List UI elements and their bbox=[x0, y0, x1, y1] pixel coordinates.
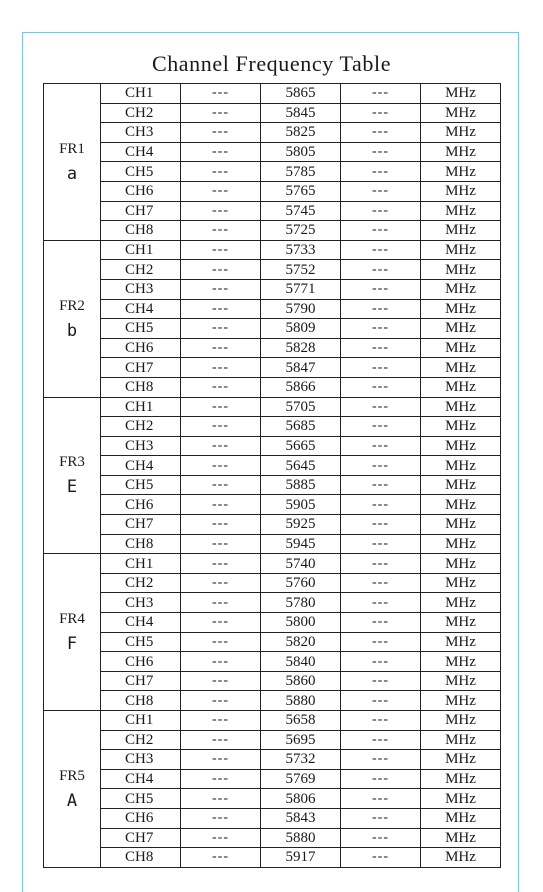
channel-cell: CH7 bbox=[101, 358, 181, 378]
table-row bbox=[44, 573, 501, 593]
unit-cell: MHz bbox=[421, 319, 501, 339]
frequency-cell: 5845 bbox=[261, 103, 341, 123]
frequency-cell: 5847 bbox=[261, 358, 341, 378]
dash-cell: --- bbox=[341, 201, 421, 221]
unit-cell: MHz bbox=[421, 593, 501, 613]
band-group-cell bbox=[44, 554, 101, 711]
band-display-code: b bbox=[66, 320, 78, 341]
dash-cell: --- bbox=[341, 475, 421, 495]
table-row bbox=[44, 495, 501, 515]
channel-cell: CH4 bbox=[101, 299, 181, 319]
band-group-cell bbox=[44, 397, 101, 554]
table-row bbox=[44, 632, 501, 652]
channel-cell: CH1 bbox=[101, 554, 181, 574]
channel-cell: CH1 bbox=[101, 240, 181, 260]
frequency-cell: 5658 bbox=[261, 711, 341, 731]
unit-cell: MHz bbox=[421, 828, 501, 848]
dash-cell: --- bbox=[181, 848, 261, 868]
unit-cell: MHz bbox=[421, 436, 501, 456]
frequency-cell: 5695 bbox=[261, 730, 341, 750]
channel-cell: CH1 bbox=[101, 397, 181, 417]
dash-cell: --- bbox=[181, 417, 261, 437]
dash-cell: --- bbox=[341, 515, 421, 535]
dash-cell: --- bbox=[341, 671, 421, 691]
unit-cell: MHz bbox=[421, 730, 501, 750]
dash-cell: --- bbox=[341, 573, 421, 593]
unit-cell: MHz bbox=[421, 338, 501, 358]
dash-cell: --- bbox=[341, 436, 421, 456]
dash-cell: --- bbox=[341, 299, 421, 319]
table-row bbox=[44, 554, 501, 574]
dash-cell: --- bbox=[341, 377, 421, 397]
table-row bbox=[44, 652, 501, 672]
dash-cell: --- bbox=[341, 495, 421, 515]
table-row bbox=[44, 456, 501, 476]
channel-cell: CH6 bbox=[101, 808, 181, 828]
dash-cell: --- bbox=[341, 769, 421, 789]
channel-cell: CH2 bbox=[101, 417, 181, 437]
unit-cell: MHz bbox=[421, 573, 501, 593]
unit-cell: MHz bbox=[421, 84, 501, 104]
dash-cell: --- bbox=[181, 475, 261, 495]
channel-cell: CH4 bbox=[101, 456, 181, 476]
table-row bbox=[44, 789, 501, 809]
frequency-cell: 5780 bbox=[261, 593, 341, 613]
unit-cell: MHz bbox=[421, 358, 501, 378]
frequency-cell: 5765 bbox=[261, 181, 341, 201]
dash-cell: --- bbox=[341, 260, 421, 280]
dash-cell: --- bbox=[181, 436, 261, 456]
frequency-cell: 5740 bbox=[261, 554, 341, 574]
dash-cell: --- bbox=[181, 377, 261, 397]
channel-cell: CH8 bbox=[101, 377, 181, 397]
channel-cell: CH4 bbox=[101, 613, 181, 633]
unit-cell: MHz bbox=[421, 652, 501, 672]
dash-cell: --- bbox=[181, 711, 261, 731]
dash-cell: --- bbox=[181, 632, 261, 652]
dash-cell: --- bbox=[341, 828, 421, 848]
frequency-cell: 5885 bbox=[261, 475, 341, 495]
frequency-cell: 5645 bbox=[261, 456, 341, 476]
dash-cell: --- bbox=[341, 123, 421, 143]
frequency-cell: 5825 bbox=[261, 123, 341, 143]
frequency-cell: 5865 bbox=[261, 84, 341, 104]
dash-cell: --- bbox=[181, 613, 261, 633]
unit-cell: MHz bbox=[421, 808, 501, 828]
channel-cell: CH2 bbox=[101, 103, 181, 123]
dash-cell: --- bbox=[341, 84, 421, 104]
channel-cell: CH5 bbox=[101, 789, 181, 809]
dash-cell: --- bbox=[341, 730, 421, 750]
dash-cell: --- bbox=[341, 613, 421, 633]
channel-cell: CH5 bbox=[101, 632, 181, 652]
channel-cell: CH3 bbox=[101, 123, 181, 143]
dash-cell: --- bbox=[341, 789, 421, 809]
frequency-cell: 5685 bbox=[261, 417, 341, 437]
dash-cell: --- bbox=[181, 221, 261, 241]
unit-cell: MHz bbox=[421, 711, 501, 731]
dash-cell: --- bbox=[181, 162, 261, 182]
frequency-cell: 5880 bbox=[261, 828, 341, 848]
dash-cell: --- bbox=[341, 593, 421, 613]
dash-cell: --- bbox=[181, 808, 261, 828]
table-row bbox=[44, 162, 501, 182]
channel-cell: CH4 bbox=[101, 142, 181, 162]
channel-cell: CH3 bbox=[101, 593, 181, 613]
unit-cell: MHz bbox=[421, 750, 501, 770]
channel-cell: CH6 bbox=[101, 652, 181, 672]
unit-cell: MHz bbox=[421, 221, 501, 241]
table-row bbox=[44, 103, 501, 123]
channel-cell: CH8 bbox=[101, 848, 181, 868]
channel-cell: CH7 bbox=[101, 201, 181, 221]
frequency-cell: 5880 bbox=[261, 691, 341, 711]
table-row bbox=[44, 848, 501, 868]
frequency-cell: 5790 bbox=[261, 299, 341, 319]
table-row bbox=[44, 828, 501, 848]
table-row bbox=[44, 711, 501, 731]
channel-cell: CH3 bbox=[101, 279, 181, 299]
table-row bbox=[44, 181, 501, 201]
frequency-cell: 5733 bbox=[261, 240, 341, 260]
frequency-cell: 5925 bbox=[261, 515, 341, 535]
table-row bbox=[44, 240, 501, 260]
dash-cell: --- bbox=[181, 750, 261, 770]
unit-cell: MHz bbox=[421, 613, 501, 633]
frequency-cell: 5809 bbox=[261, 319, 341, 339]
table-row bbox=[44, 534, 501, 554]
dash-cell: --- bbox=[181, 181, 261, 201]
channel-cell: CH1 bbox=[101, 84, 181, 104]
band-label: FR4 bbox=[59, 611, 85, 628]
table-row bbox=[44, 299, 501, 319]
band-group-cell bbox=[44, 711, 101, 868]
unit-cell: MHz bbox=[421, 279, 501, 299]
dash-cell: --- bbox=[341, 397, 421, 417]
unit-cell: MHz bbox=[421, 475, 501, 495]
channel-cell: CH6 bbox=[101, 338, 181, 358]
band-display-code: F bbox=[66, 634, 78, 655]
unit-cell: MHz bbox=[421, 848, 501, 868]
dash-cell: --- bbox=[181, 358, 261, 378]
table-row bbox=[44, 730, 501, 750]
unit-cell: MHz bbox=[421, 397, 501, 417]
dash-cell: --- bbox=[341, 142, 421, 162]
channel-cell: CH7 bbox=[101, 828, 181, 848]
band-display-code: a bbox=[66, 163, 78, 184]
dash-cell: --- bbox=[181, 338, 261, 358]
table-row bbox=[44, 475, 501, 495]
dash-cell: --- bbox=[341, 162, 421, 182]
frequency-cell: 5805 bbox=[261, 142, 341, 162]
table-row bbox=[44, 221, 501, 241]
unit-cell: MHz bbox=[421, 417, 501, 437]
table-row bbox=[44, 279, 501, 299]
table-row bbox=[44, 397, 501, 417]
unit-cell: MHz bbox=[421, 671, 501, 691]
channel-cell: CH5 bbox=[101, 319, 181, 339]
frequency-cell: 5752 bbox=[261, 260, 341, 280]
channel-cell: CH3 bbox=[101, 750, 181, 770]
table-row bbox=[44, 377, 501, 397]
frequency-cell: 5769 bbox=[261, 769, 341, 789]
band-display-code: A bbox=[66, 790, 78, 811]
dash-cell: --- bbox=[341, 554, 421, 574]
dash-cell: --- bbox=[181, 573, 261, 593]
dash-cell: --- bbox=[181, 103, 261, 123]
table-row bbox=[44, 319, 501, 339]
frequency-cell: 5843 bbox=[261, 808, 341, 828]
dash-cell: --- bbox=[181, 652, 261, 672]
dash-cell: --- bbox=[341, 103, 421, 123]
channel-cell: CH7 bbox=[101, 515, 181, 535]
channel-cell: CH3 bbox=[101, 436, 181, 456]
channel-cell: CH2 bbox=[101, 573, 181, 593]
channel-cell: CH8 bbox=[101, 221, 181, 241]
frequency-cell: 5828 bbox=[261, 338, 341, 358]
dash-cell: --- bbox=[181, 201, 261, 221]
dash-cell: --- bbox=[341, 279, 421, 299]
channel-frequency-table bbox=[43, 83, 501, 868]
dash-cell: --- bbox=[181, 299, 261, 319]
band-label: FR1 bbox=[59, 140, 85, 157]
dash-cell: --- bbox=[181, 534, 261, 554]
channel-cell: CH6 bbox=[101, 495, 181, 515]
unit-cell: MHz bbox=[421, 789, 501, 809]
channel-cell: CH2 bbox=[101, 260, 181, 280]
channel-cell: CH7 bbox=[101, 671, 181, 691]
table-row bbox=[44, 613, 501, 633]
unit-cell: MHz bbox=[421, 240, 501, 260]
frequency-cell: 5745 bbox=[261, 201, 341, 221]
channel-cell: CH5 bbox=[101, 475, 181, 495]
dash-cell: --- bbox=[341, 750, 421, 770]
dash-cell: --- bbox=[341, 417, 421, 437]
frequency-cell: 5771 bbox=[261, 279, 341, 299]
frequency-cell: 5917 bbox=[261, 848, 341, 868]
table-row bbox=[44, 808, 501, 828]
table-row bbox=[44, 691, 501, 711]
dash-cell: --- bbox=[181, 240, 261, 260]
dash-cell: --- bbox=[181, 828, 261, 848]
band-group-cell bbox=[44, 240, 101, 397]
table-body bbox=[44, 84, 501, 868]
dash-cell: --- bbox=[341, 358, 421, 378]
unit-cell: MHz bbox=[421, 260, 501, 280]
band-label: FR5 bbox=[59, 767, 85, 784]
unit-cell: MHz bbox=[421, 123, 501, 143]
dash-cell: --- bbox=[181, 730, 261, 750]
dash-cell: --- bbox=[341, 808, 421, 828]
channel-cell: CH5 bbox=[101, 162, 181, 182]
table-row bbox=[44, 515, 501, 535]
table-row bbox=[44, 201, 501, 221]
dash-cell: --- bbox=[181, 319, 261, 339]
table-row bbox=[44, 358, 501, 378]
dash-cell: --- bbox=[181, 671, 261, 691]
dash-cell: --- bbox=[341, 338, 421, 358]
dash-cell: --- bbox=[181, 279, 261, 299]
unit-cell: MHz bbox=[421, 515, 501, 535]
frequency-cell: 5785 bbox=[261, 162, 341, 182]
frequency-cell: 5705 bbox=[261, 397, 341, 417]
dash-cell: --- bbox=[181, 84, 261, 104]
table-row bbox=[44, 436, 501, 456]
dash-cell: --- bbox=[341, 456, 421, 476]
band-display-code: E bbox=[66, 477, 78, 498]
dash-cell: --- bbox=[341, 319, 421, 339]
dash-cell: --- bbox=[181, 260, 261, 280]
band-label: FR3 bbox=[59, 454, 85, 471]
unit-cell: MHz bbox=[421, 769, 501, 789]
frequency-cell: 5665 bbox=[261, 436, 341, 456]
dash-cell: --- bbox=[181, 456, 261, 476]
dash-cell: --- bbox=[341, 240, 421, 260]
band-label: FR2 bbox=[59, 297, 85, 314]
frequency-cell: 5840 bbox=[261, 652, 341, 672]
dash-cell: --- bbox=[341, 711, 421, 731]
dash-cell: --- bbox=[181, 495, 261, 515]
unit-cell: MHz bbox=[421, 554, 501, 574]
unit-cell: MHz bbox=[421, 103, 501, 123]
unit-cell: MHz bbox=[421, 495, 501, 515]
unit-cell: MHz bbox=[421, 299, 501, 319]
channel-cell: CH8 bbox=[101, 691, 181, 711]
dash-cell: --- bbox=[341, 221, 421, 241]
channel-cell: CH6 bbox=[101, 181, 181, 201]
dash-cell: --- bbox=[181, 123, 261, 143]
page-title: Channel Frequency Table bbox=[151, 51, 392, 76]
table-row bbox=[44, 338, 501, 358]
dash-cell: --- bbox=[181, 691, 261, 711]
frequency-cell: 5800 bbox=[261, 613, 341, 633]
dash-cell: --- bbox=[341, 534, 421, 554]
frequency-cell: 5866 bbox=[261, 377, 341, 397]
unit-cell: MHz bbox=[421, 142, 501, 162]
dash-cell: --- bbox=[181, 515, 261, 535]
table-row bbox=[44, 417, 501, 437]
unit-cell: MHz bbox=[421, 456, 501, 476]
unit-cell: MHz bbox=[421, 162, 501, 182]
unit-cell: MHz bbox=[421, 377, 501, 397]
table-row bbox=[44, 84, 501, 104]
dash-cell: --- bbox=[341, 691, 421, 711]
frequency-cell: 5860 bbox=[261, 671, 341, 691]
channel-cell: CH2 bbox=[101, 730, 181, 750]
dash-cell: --- bbox=[181, 397, 261, 417]
table-row bbox=[44, 260, 501, 280]
table-row bbox=[44, 123, 501, 143]
frequency-cell: 5760 bbox=[261, 573, 341, 593]
channel-cell: CH1 bbox=[101, 711, 181, 731]
frequency-cell: 5806 bbox=[261, 789, 341, 809]
dash-cell: --- bbox=[341, 632, 421, 652]
frequency-cell: 5820 bbox=[261, 632, 341, 652]
frequency-cell: 5725 bbox=[261, 221, 341, 241]
dash-cell: --- bbox=[181, 554, 261, 574]
dash-cell: --- bbox=[181, 142, 261, 162]
dash-cell: --- bbox=[341, 848, 421, 868]
frequency-cell: 5945 bbox=[261, 534, 341, 554]
channel-cell: CH8 bbox=[101, 534, 181, 554]
dash-cell: --- bbox=[181, 789, 261, 809]
frequency-cell: 5905 bbox=[261, 495, 341, 515]
table-row bbox=[44, 593, 501, 613]
dash-cell: --- bbox=[181, 593, 261, 613]
band-group-cell bbox=[44, 84, 101, 241]
dash-cell: --- bbox=[341, 181, 421, 201]
channel-cell: CH4 bbox=[101, 769, 181, 789]
table-row bbox=[44, 769, 501, 789]
table-row bbox=[44, 750, 501, 770]
unit-cell: MHz bbox=[421, 691, 501, 711]
unit-cell: MHz bbox=[421, 534, 501, 554]
frequency-cell: 5732 bbox=[261, 750, 341, 770]
dash-cell: --- bbox=[341, 652, 421, 672]
unit-cell: MHz bbox=[421, 632, 501, 652]
dash-cell: --- bbox=[181, 769, 261, 789]
table-row bbox=[44, 142, 501, 162]
unit-cell: MHz bbox=[421, 201, 501, 221]
unit-cell: MHz bbox=[421, 181, 501, 201]
table-row bbox=[44, 671, 501, 691]
